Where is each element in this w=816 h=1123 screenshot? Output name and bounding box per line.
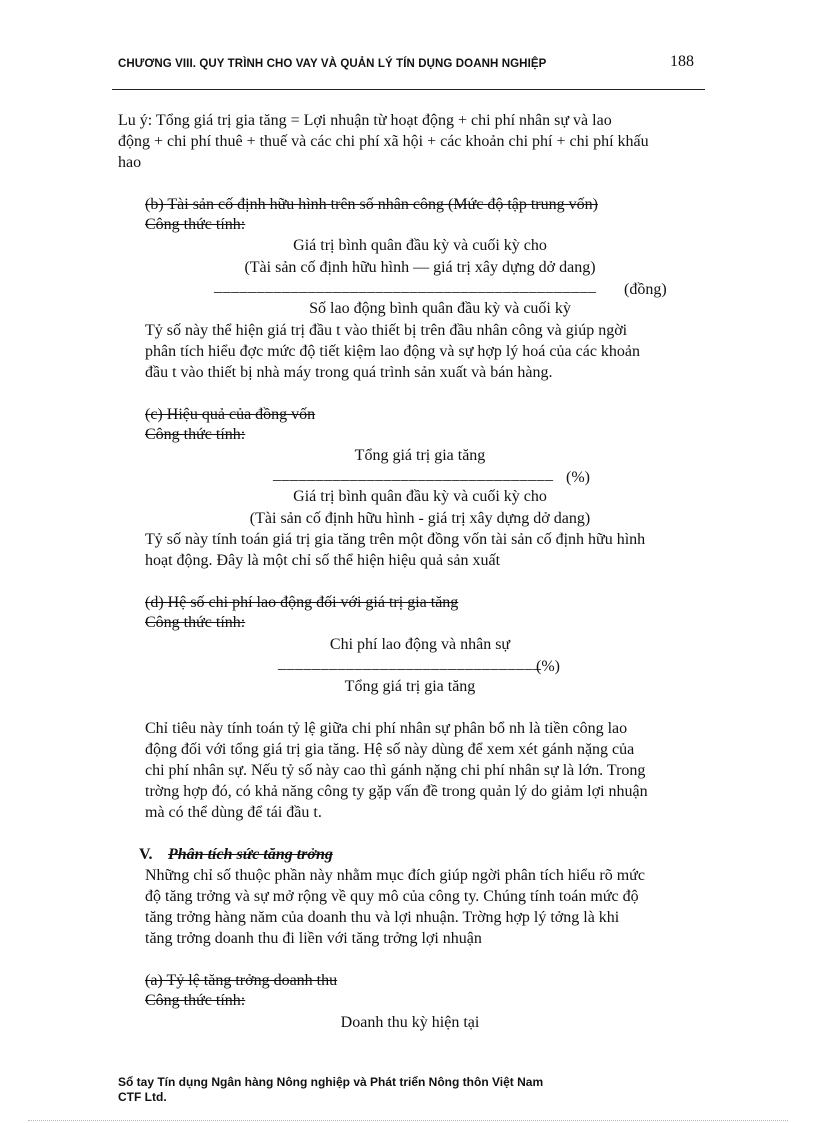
section-v-description: tăng trởng doanh thu đi liền với tăng trởng lợi nhuận [145, 930, 482, 947]
note-line: Lu ý: Tổng giá trị gia tăng = Lợi nhuận từ hoạt động + chi phí nhân sự và lao [118, 112, 612, 129]
section-v-description: tăng trởng hàng năm của doanh thu và lợi nhuận. Trờng hợp lý tởng là khi [145, 909, 620, 926]
section-c-description: Tỷ số này tính toán giá trị gia tăng trên một đồng vốn tài sản cố định hữu hình [145, 531, 646, 548]
formula-unit: (%) [536, 658, 560, 675]
section-b-description: phân tích hiểu đợc mức độ tiết kiệm lao động và sự hợp lý hoá của các khoản [145, 343, 641, 360]
formula-label: Công thức tính: [145, 426, 246, 443]
page-bottom-border [28, 1120, 788, 1121]
note-line: động + chi phí thuê + thuế và các chi phí xã hội + các khoản chi phí + chi phí khấu [118, 133, 649, 150]
formula-denominator: Tổng giá trị gia tăng [344, 678, 476, 695]
section-v-description: Những chỉ số thuộc phần này nhằm mục đích giúp ngời phân tích hiểu rõ mức [145, 867, 645, 884]
section-b-description: đầu t vào thiết bị nhà máy trong quá trình sản xuất và bán hàng. [145, 364, 553, 381]
section-d-description: trờng hợp đó, có khả năng công ty gặp vấn đề trong quản lý do giảm lợi nhuận [145, 783, 648, 800]
formula-denominator: Giá trị bình quân đầu kỳ và cuối kỳ cho [293, 488, 547, 505]
formula-unit: (%) [566, 469, 590, 486]
formula-denominator: Số lao động bình quân đầu kỳ và cuối kỳ [309, 300, 571, 317]
formula-label: Công thức tính: [145, 992, 246, 1009]
section-d-heading: (d) Hệ số chi phí lao động đối với giá trị gia tăng [145, 594, 459, 611]
formula-numerator: Tổng giá trị gia tăng [354, 447, 486, 464]
formula-numerator: Doanh thu kỳ hiện tại [340, 1014, 480, 1031]
section-a-heading: (a) Tỷ lệ tăng trởng doanh thu [145, 972, 338, 989]
fraction-line: _________________________________ [273, 466, 554, 483]
header-divider [112, 89, 705, 90]
formula-denominator: (Tài sản cố định hữu hình - giá trị xây dựng dở dang) [249, 510, 591, 527]
section-v-description: độ tăng trởng và sự mở rộng về quy mô của công ty. Chúng tính toán mức độ [145, 888, 639, 905]
fraction-line: _____________________________________________ [214, 278, 597, 295]
formula-numerator: Giá trị bình quân đầu kỳ và cuối kỳ cho [293, 237, 547, 254]
section-v-title: Phân tích sức tăng trởng [168, 846, 333, 863]
section-c-heading: (c) Hiệu quả của đồng vốn [145, 406, 316, 423]
formula-numerator: Chi phí lao động và nhân sự [329, 636, 511, 653]
section-d-description: mà có thể dùng để tái đầu t. [145, 804, 322, 821]
footer-company: CTF Ltd. [118, 1090, 167, 1104]
chapter-title: CHƯƠNG VIII. QUY TRÌNH CHO VAY VÀ QUẢN LÝ TÍN DỤNG DOANH NGHIỆP [118, 58, 547, 70]
formula-unit: (đồng) [624, 281, 667, 298]
note-line: hao [118, 154, 142, 171]
formula-label: Công thức tính: [145, 216, 246, 233]
section-d-description: Chỉ tiêu này tính toán tỷ lệ giữa chi phí nhân sự phân bổ nh là tiền công lao [145, 720, 628, 737]
page-number: 188 [670, 53, 694, 70]
footer-book-title: Sổ tay Tín dụng Ngân hàng Nông nghiệp và Phát triển Nông thôn Việt Nam [118, 1075, 544, 1089]
section-v-number: V. [139, 846, 153, 863]
section-b-heading: (b) Tài sản cố định hữu hình trên số nhân công (Mức độ tập trung vốn) [145, 196, 598, 213]
section-d-description: động đối với tổng giá trị gia tăng. Hệ số này dùng để xem xét gánh nặng của [145, 741, 635, 758]
section-b-description: Tỷ số này thể hiện giá trị đầu t vào thiết bị trên đầu nhân công và giúp ngời [145, 322, 628, 339]
section-c-description: hoạt động. Đây là một chỉ số thể hiện hiệu quả sản xuất [145, 552, 501, 569]
section-d-description: chi phí nhân sự. Nếu tỷ số này cao thì gánh nặng chi phí nhân sự là lớn. Trong [145, 762, 646, 779]
formula-label: Công thức tính: [145, 614, 246, 631]
fraction-line: _______________________________ [278, 655, 542, 672]
formula-numerator: (Tài sản cố định hữu hình — giá trị xây dựng dở dang) [244, 259, 596, 276]
